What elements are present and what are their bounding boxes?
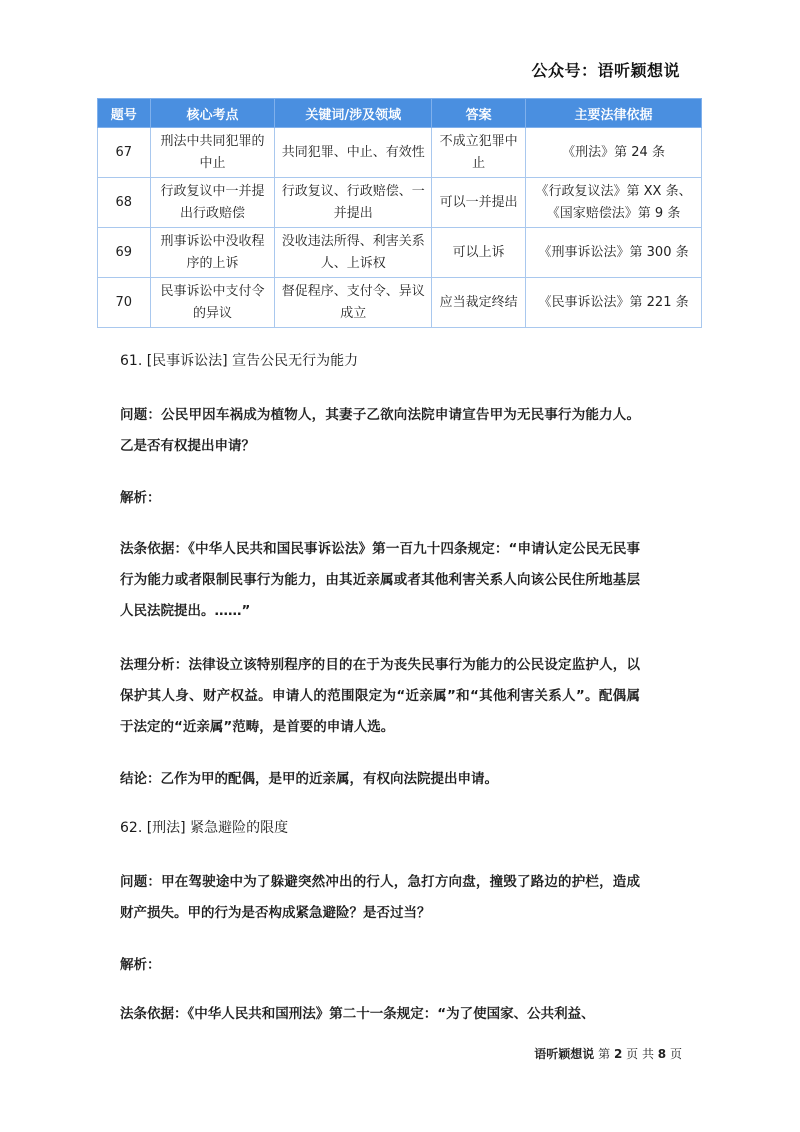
table-row: [98, 128, 702, 178]
cell-answer: 不成立犯罪中止: [432, 128, 526, 178]
table-header-row: [98, 99, 702, 128]
cell-legal-basis: 《刑法》第 24 条: [526, 128, 702, 178]
table-row: [98, 278, 702, 328]
header-brand: 公众号：语听颖想说: [531, 61, 680, 80]
cell-answer: 可以一并提出: [432, 178, 526, 228]
footer-total-pages: 8: [657, 1047, 667, 1061]
section-62-analysis-label: 解析：: [120, 957, 161, 973]
cell-core-point: 行政复议中一并提出行政赔偿: [150, 178, 275, 228]
cell-no: 67: [98, 128, 151, 178]
cell-no: 68: [98, 178, 151, 228]
section-61-analysis-label: 解析：: [120, 490, 161, 506]
header-keywords: 关键词/涉及领域: [275, 99, 432, 128]
cell-legal-basis: 《民事诉讼法》第 221 条: [526, 278, 702, 328]
section-62-legal-basis: 法条依据：《中华人民共和国刑法》第二十一条规定：“为了使国家、公共利益、: [120, 1006, 595, 1022]
page-footer: [534, 1045, 682, 1062]
footer-brand: 语听颖想说: [534, 1047, 595, 1061]
section-62-question: 问题：甲在驾驶途中为了躲避突然冲出的行人，急打方向盘，撞毁了路边的护栏，造成财产损失。甲的行为是否构成紧急避险？是否过当？: [120, 874, 640, 921]
cell-legal-basis: 《刑事诉讼法》第 300 条: [526, 228, 702, 278]
cell-keywords: 行政复议、行政赔偿、一并提出: [275, 178, 432, 228]
main-content: [120, 348, 640, 1050]
footer-page-mid: 页 共: [626, 1047, 654, 1061]
summary-table: [97, 98, 702, 328]
header-legal-basis: 主要法律依据: [526, 99, 702, 128]
cell-core-point: 民事诉讼中支付令的异议: [150, 278, 275, 328]
section-61-conclusion: 结论：乙作为甲的配偶，是甲的近亲属，有权向法院提出申请。: [120, 771, 498, 787]
section-61-question: 问题：公民甲因车祸成为植物人，其妻子乙欲向法院申请宣告甲为无民事行为能力人。乙是否有权提出申请？: [120, 407, 640, 454]
cell-keywords: 督促程序、支付令、异议成立: [275, 278, 432, 328]
cell-keywords: 共同犯罪、中止、有效性: [275, 128, 432, 178]
footer-page-number: 2: [613, 1047, 623, 1061]
table-row: [98, 178, 702, 228]
header-no: 题号: [98, 99, 151, 128]
cell-no: 69: [98, 228, 151, 278]
cell-legal-basis: 《行政复议法》第 XX 条、《国家赔偿法》第 9 条: [526, 178, 702, 228]
section-61-title: 61. [民事诉讼法] 宣告公民无行为能力: [120, 353, 359, 369]
section-61-legal-basis: 法条依据：《中华人民共和国民事诉讼法》第一百九十四条规定：“申请认定公民无民事行为能力或者限制民事行为能力，由其近亲属或者其他利害关系人向该公民住所地基层人民法院提出。……”: [120, 541, 640, 619]
header-core-point: 核心考点: [150, 99, 275, 128]
cell-answer: 可以上诉: [432, 228, 526, 278]
cell-core-point: 刑法中共同犯罪的中止: [150, 128, 275, 178]
footer-page-suffix: 页: [669, 1047, 682, 1061]
footer-page-prefix: 第: [598, 1047, 611, 1061]
cell-core-point: 刑事诉讼中没收程序的上诉: [150, 228, 275, 278]
section-61-legal-theory: 法理分析：法律设立该特别程序的目的在于为丧失民事行为能力的公民设定监护人，以保护其人身、财产权益。申请人的范围限定为“近亲属”和“其他利害关系人”。配偶属于法定的“近亲属”范畴，是首要的申请人选。: [120, 657, 640, 735]
section-62-title: 62. [刑法] 紧急避险的限度: [120, 820, 289, 836]
header-answer: 答案: [432, 99, 526, 128]
cell-keywords: 没收违法所得、利害关系人、上诉权: [275, 228, 432, 278]
cell-answer: 应当裁定终结: [432, 278, 526, 328]
cell-no: 70: [98, 278, 151, 328]
table-row: [98, 228, 702, 278]
